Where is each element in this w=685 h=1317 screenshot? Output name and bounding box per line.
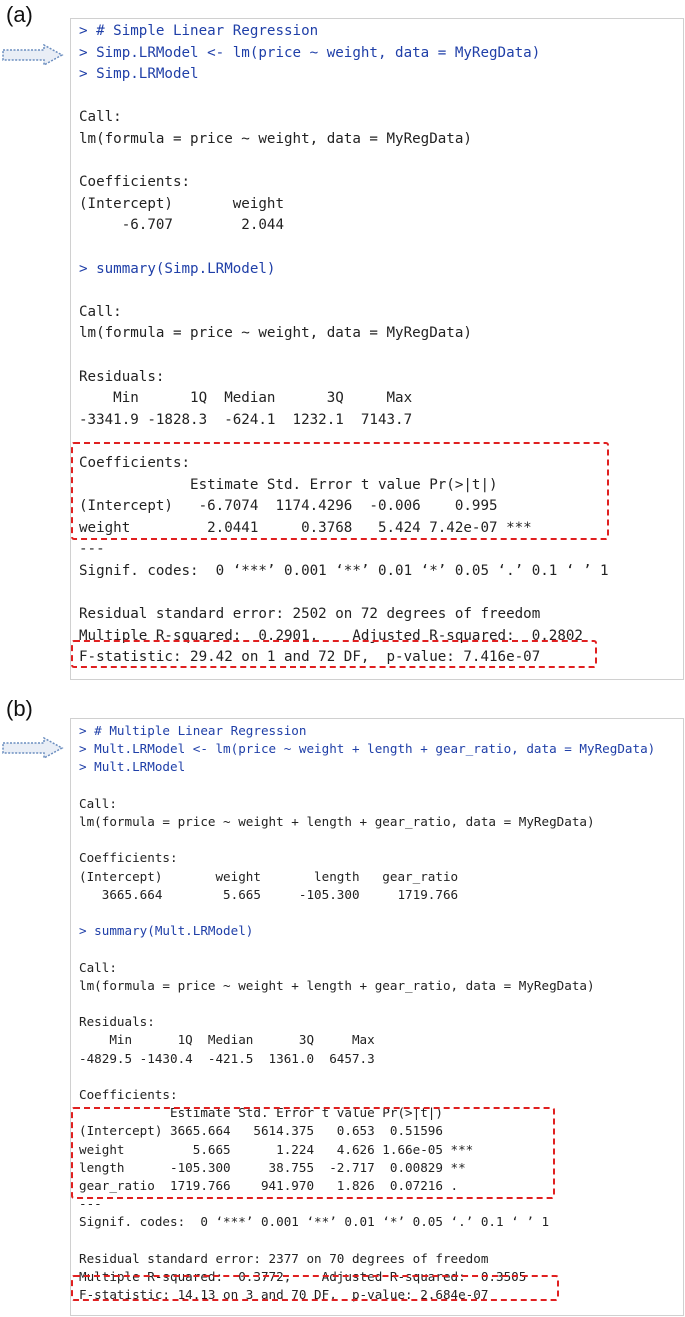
console-command-line: > Mult.LRModel <box>79 759 186 775</box>
console-output-line: Min 1Q Median 3Q Max <box>79 390 413 407</box>
console-output-line: --- <box>79 1196 102 1212</box>
console-output-line: length -105.300 38.755 -2.717 0.00829 ** <box>79 1159 466 1175</box>
console-output-line: (Intercept) 3665.664 5614.375 0.653 0.51596 <box>79 1123 443 1139</box>
console-output-line: F-statistic: 14.13 on 3 and 70 DF, p-value: 2.684e-07 <box>79 1287 489 1303</box>
r-console-simple-regression <box>70 18 684 680</box>
console-output-line: Residual standard error: 2502 on 72 degrees of freedom <box>79 606 541 623</box>
console-output-line: Call: <box>79 109 122 126</box>
console-output-line: Residuals: <box>79 368 165 385</box>
console-command-line: > Simp.LRModel <- lm(price ~ weight, data = MyRegData) <box>79 44 541 61</box>
console-command-line: > # Simple Linear Regression <box>79 23 319 39</box>
console-output-line: --- <box>79 541 105 558</box>
console-output-line: lm(formula = price ~ weight + length + gear_ratio, data = MyRegData) <box>79 977 595 993</box>
arrow-right-icon <box>2 44 64 66</box>
console-output-line: Residuals: <box>79 1014 155 1030</box>
console-output-line: Coefficients: <box>79 455 191 471</box>
f-statistic-highlight <box>71 1275 559 1301</box>
console-output-line: gear_ratio 1719.766 941.970 1.826 0.07216 . <box>79 1178 459 1193</box>
console-command-line: > Mult.LRModel <- lm(price ~ weight + length + gear_ratio, data = MyRegData) <box>79 741 656 757</box>
console-command-line: > # Multiple Linear Regression <box>79 723 307 738</box>
console-output-line: lm(formula = price ~ weight + length + gear_ratio, data = MyRegData) <box>79 814 595 829</box>
console-output-line: -3341.9 -1828.3 -624.1 1232.1 7143.7 <box>79 411 413 428</box>
console-output-line: Estimate Std. Error t value Pr(>|t|) <box>79 476 498 493</box>
console-output-line: weight 5.665 1.224 4.626 1.66e-05 *** <box>79 1141 474 1157</box>
console-command-line: > summary(Mult.LRModel) <box>79 923 254 939</box>
console-output-line: Call: <box>79 303 122 320</box>
console-output-line: Coefficients: <box>79 174 191 191</box>
coefficients-table-highlight <box>71 442 609 540</box>
console-output-line: (Intercept) weight <box>79 195 284 212</box>
console-output-line: lm(formula = price ~ weight, data = MyRegData) <box>79 131 472 147</box>
console-output-line: Signif. codes: 0 ‘***’ 0.001 ‘**’ 0.01 ‘*’ 0.05 ‘.’ 0.1 ‘ ’ 1 <box>79 563 609 579</box>
console-output-line: Multiple R-squared: 0.2901, Adjusted R-squared: 0.2802 <box>79 627 583 644</box>
console-output-line: Signif. codes: 0 ‘***’ 0.001 ‘**’ 0.01 ‘*’ 0.05 ‘.’ 0.1 ‘ ’ 1 <box>79 1214 550 1230</box>
console-command-line: > summary(Simp.LRModel) <box>79 260 276 277</box>
console-output-line: Coefficients: <box>79 850 178 866</box>
console-output-line: Residual standard error: 2377 on 70 degrees of freedom <box>79 1250 489 1266</box>
f-statistic-highlight <box>71 640 597 668</box>
console-command-line: > Simp.LRModel <box>79 66 199 83</box>
panel-b-label: (b) <box>6 696 33 721</box>
console-output-line: Estimate Std. Error t value Pr(>|t|) <box>79 1105 443 1121</box>
console-output-line: -6.707 2.044 <box>79 217 284 234</box>
console-output-line: Coefficients: <box>79 1087 178 1102</box>
console-output-line: Multiple R-squared: 0.3772, Adjusted R-squared: 0.3505 <box>79 1269 527 1284</box>
console-output-line: -4829.5 -1430.4 -421.5 1361.0 6457.3 <box>79 1050 375 1066</box>
console-output-line: Call: <box>79 795 117 811</box>
console-output-line: (Intercept) -6.7074 1174.4296 -0.006 0.995 <box>79 498 498 515</box>
console-output-line: F-statistic: 29.42 on 1 and 72 DF, p-value: 7.416e-07 <box>79 649 541 666</box>
console-output-line: 3665.664 5.665 -105.300 1719.766 <box>79 886 459 902</box>
coefficients-table-highlight <box>71 1107 555 1199</box>
r-console-multiple-regression <box>70 718 684 1316</box>
console-output-line: weight 2.0441 0.3768 5.424 7.42e-07 *** <box>79 519 532 536</box>
console-output-line: Min 1Q Median 3Q Max <box>79 1032 375 1048</box>
panel-a-label: (a) <box>6 2 33 27</box>
arrow-right-icon <box>2 737 64 759</box>
console-output-line: lm(formula = price ~ weight, data = MyRegData) <box>79 325 472 342</box>
console-output-line: Call: <box>79 959 117 975</box>
console-output-line: (Intercept) weight length gear_ratio <box>79 868 459 884</box>
